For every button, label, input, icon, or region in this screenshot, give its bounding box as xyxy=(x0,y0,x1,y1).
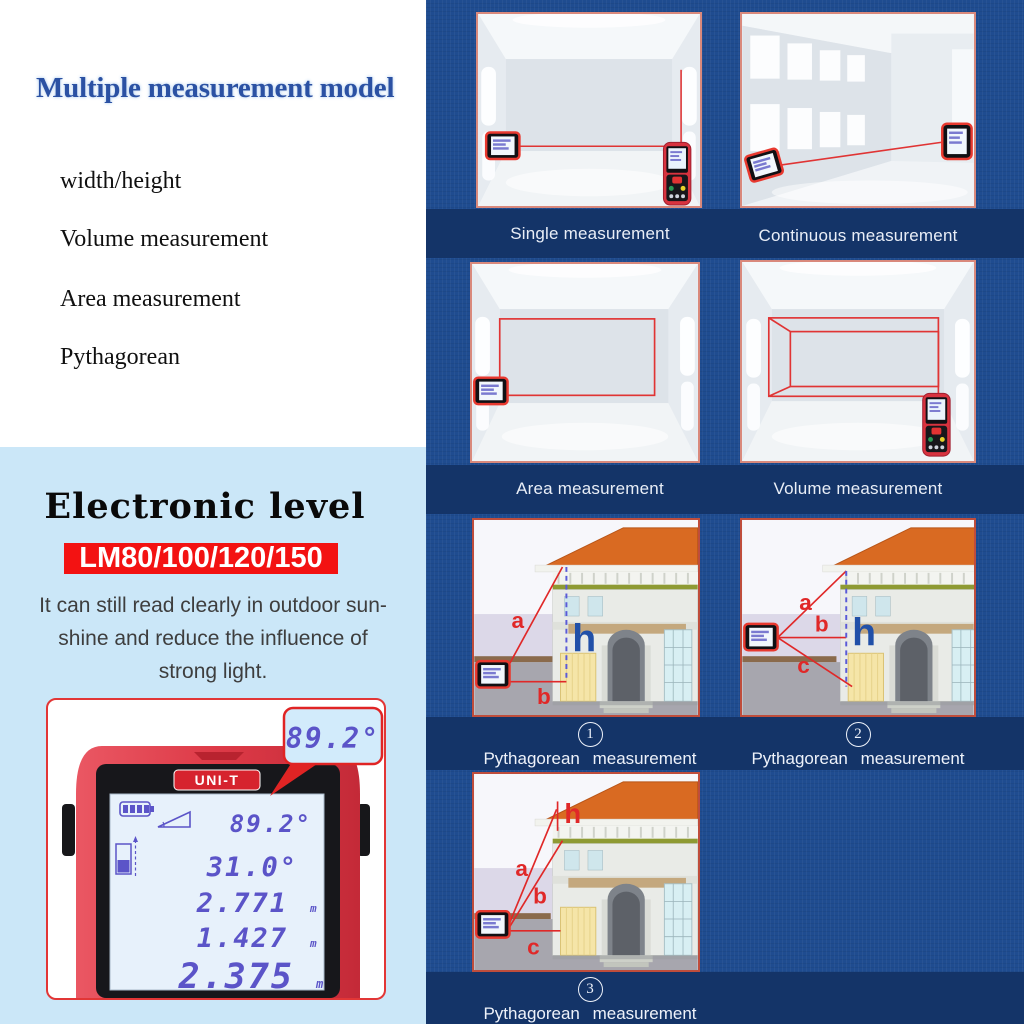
lcd-angle-secondary: 31.0° xyxy=(206,852,298,883)
lcd-angle-main: 89.2° xyxy=(229,810,312,838)
panel-label-continuous: Continuous measurement xyxy=(758,226,958,245)
panel-label-text: Pythagorean measurement xyxy=(483,749,697,768)
description-line: shine and reduce the influence of xyxy=(58,627,368,650)
annotation-b: b xyxy=(533,883,547,909)
feature-item-width-height: width/height xyxy=(60,168,182,194)
measurement-modes-column xyxy=(426,0,1024,1024)
panel-label-pythagorean-3 xyxy=(472,977,708,1024)
callout-angle-value: 89.2° xyxy=(285,722,381,755)
circled-number-3: 3 xyxy=(578,977,603,1002)
panel-label-pythagorean-2 xyxy=(734,722,982,769)
annotation-h: h xyxy=(564,798,582,829)
svg-text:UNI-T: UNI-T xyxy=(194,772,240,788)
description xyxy=(28,589,398,688)
page-title: Multiple measurement model xyxy=(36,72,395,104)
lcd-unit: m xyxy=(310,937,319,950)
annotation-b: b xyxy=(537,684,551,710)
panel-label-text: Pythagorean measurement xyxy=(483,1004,697,1023)
pythagorean-3-image xyxy=(472,772,700,972)
lcd-distance-3: 2.375 xyxy=(178,957,294,997)
feature-item-volume: Volume measurement xyxy=(60,226,269,252)
continuous-measurement-image xyxy=(740,12,976,208)
circled-number-2: 2 xyxy=(846,722,871,747)
model-banner: LM80/100/120/150 xyxy=(64,543,338,574)
lcd-unit: m xyxy=(310,902,319,915)
device-photo-card xyxy=(46,698,386,1000)
description-line: It can still read clearly in outdoor sun- xyxy=(39,594,387,617)
annotation-b: b xyxy=(814,611,829,637)
annotation-a: a xyxy=(515,855,528,881)
pythagorean-2-image xyxy=(740,518,976,717)
volume-measurement-image xyxy=(740,260,976,463)
panel-label-text: Pythagorean measurement xyxy=(751,749,965,768)
panel-label-single: Single measurement xyxy=(510,224,670,243)
annotation-a: a xyxy=(799,590,812,616)
area-measurement-image xyxy=(470,262,700,463)
description-line: strong light. xyxy=(158,660,268,683)
annotation-h: h xyxy=(572,617,597,661)
panel-label-area: Area measurement xyxy=(516,479,664,498)
lcd-distance-2: 1.427 xyxy=(196,923,288,954)
single-measurement-image xyxy=(476,12,702,208)
annotation-h: h xyxy=(852,611,877,655)
feature-item-area: Area measurement xyxy=(60,286,241,312)
lcd-unit: m xyxy=(316,977,326,991)
feature-item-pythagorean: Pythagorean xyxy=(60,344,180,370)
electronic-level-heading: Electronic level xyxy=(44,486,366,527)
annotation-c: c xyxy=(797,652,810,678)
annotation-a: a xyxy=(511,607,525,633)
device-photo xyxy=(48,700,384,998)
panel-label-pythagorean-1 xyxy=(472,722,708,769)
uni-t-logo xyxy=(174,770,260,790)
lcd-screen xyxy=(110,794,325,997)
panel-label-volume: Volume measurement xyxy=(773,479,943,498)
circled-number-1: 1 xyxy=(578,722,603,747)
lcd-distance-1: 2.771 xyxy=(196,888,288,919)
annotation-c: c xyxy=(527,934,540,960)
pythagorean-1-image xyxy=(472,518,700,717)
